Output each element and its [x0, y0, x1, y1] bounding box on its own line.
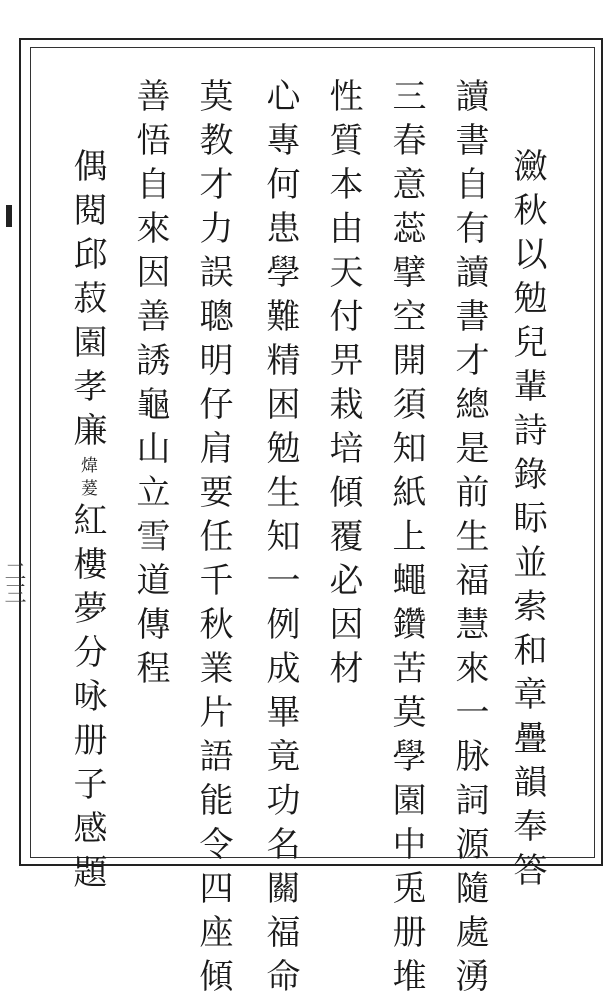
next-title-part1: 偶閱邱菽園孝廉 — [67, 148, 107, 456]
binding-mark — [6, 205, 12, 227]
margin-page-number: 二三 — [1, 560, 26, 604]
next-poem-title — [67, 148, 107, 898]
poem-line-6: 善悟自來因善誘龜山立雪道傳程 — [130, 78, 170, 694]
poem-title: 瀲秋以勉兒輩詩錄眎並索和章疊韻奉答 — [507, 148, 547, 896]
next-title-note: 煒萲 — [77, 456, 97, 502]
poem-line-4: 心專何患學難精困勉生知一例成畢竟功名關福命 — [260, 78, 300, 1002]
poem-line-5: 莫教才力誤聰明仔肩要任千秋業片語能令四座傾 — [193, 78, 233, 1002]
next-title-part2: 紅樓夢分咏册子感題 — [67, 502, 107, 898]
poem-line-3: 性質本由天付畀栽培傾覆必因材 — [323, 78, 363, 694]
poem-line-2: 三春意蕊擘空開須知紙上蠅鑽苦莫學園中兎册堆 — [386, 78, 426, 1002]
poem-line-1: 讀書自有讀書才總是前生福慧來一脉詞源隨處湧 — [449, 78, 489, 1002]
